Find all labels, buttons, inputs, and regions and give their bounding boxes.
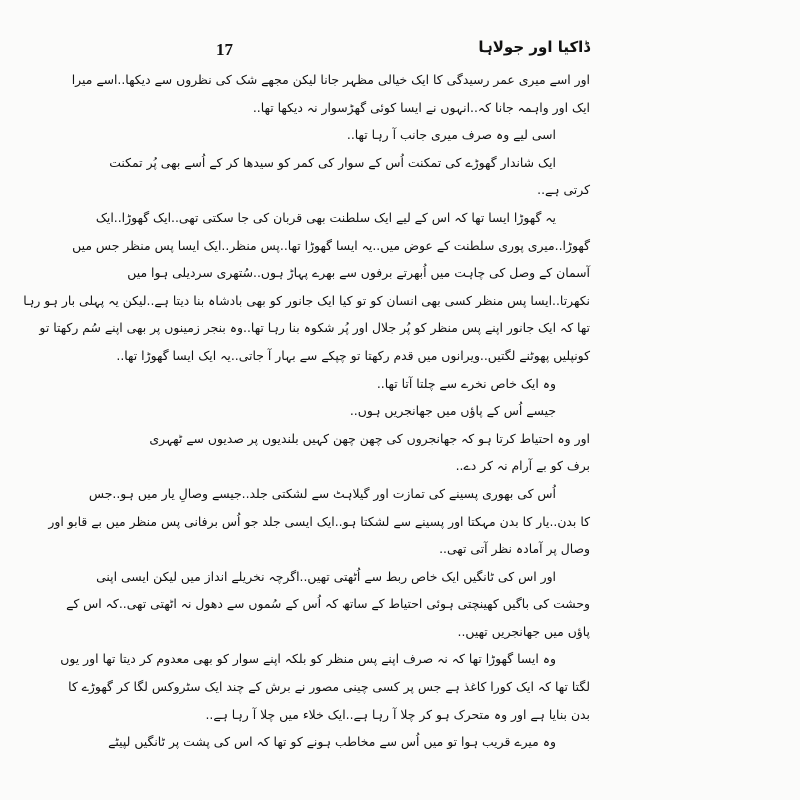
running-title: ڈاکیا اور جولاہا xyxy=(478,38,590,56)
text-line: آسمان کے وصل کی چاہت میں اُبھرتے برفوں سے بھرے پہاڑ ہوں..سُتھری سردیلی ہوا میں xyxy=(127,265,590,281)
text-line: اور اسے میری عمر رسیدگی کا ایک خیالی مظہر جانا لیکن مجھے شک کی نظروں سے دیکھا..اسے میرا xyxy=(71,72,590,87)
text-line: بدن بنایا ہے اور وہ متحرک ہو کر چلا آ رہا ہے..ایک خلاء میں چلا آ رہا ہے.. xyxy=(205,706,590,722)
text-line: کونپلیں پھوٹنے لگتیں..ویرانوں میں قدم رکھتا تو چپکے سے بہار آ جاتی..یہ ایک ایسا گھوڑا تھا.. xyxy=(116,347,590,363)
text-line: کرتی ہے.. xyxy=(537,182,590,198)
text-line: اور اس کی ٹانگیں ایک خاص ربط سے اُٹھتی تھیں..اگرچہ نخریلے انداز میں لیکن ایسی اپنی xyxy=(96,568,556,584)
page-number: 17 xyxy=(216,40,233,59)
text-line: وہ ایسا گھوڑا تھا کہ نہ صرف اپنے پس منظر کو بلکہ اپنے سوار کو بھی معدوم کر دیتا تھا اور یوں xyxy=(60,651,556,667)
text-line: وصال پر آمادہ نظر آتی تھی.. xyxy=(439,541,590,557)
text-line: ایک اور واہمہ جانا کہ..انہوں نے ایسا کوئی گھڑسوار نہ دیکھا تھا.. xyxy=(252,99,590,115)
text-line: لگتا تھا کہ ایک کورا کاغذ ہے جس پر کسی چینی مصور نے برش کے چند ایک سٹروکس لگا کر گھوڑے کا xyxy=(68,679,590,695)
text-line: ایک شاندار گھوڑے کی تمکنت اُس کے سوار کی کمر کو سیدھا کر کے اُسے بھی پُر تمکنت xyxy=(109,154,556,170)
text-line: کا بدن..یار کا بدن مہکتا اور پسینے سے لشکتا ہو..ایک ایسی جلد جو اُس برفانی پس منظر میں بے قابو اور xyxy=(48,513,590,529)
text-line: پاؤں میں جھانجریں تھیں.. xyxy=(457,623,590,639)
text-line: گھوڑا..میری پوری سلطنت کے عوض میں..یہ ایسا گھوڑا تھا..پس منظر..ایک ایسا پس منظر جس میں xyxy=(72,237,590,253)
text-line: یہ گھوڑا ایسا تھا کہ اس کے لیے ایک سلطنت بھی قربان کی جا سکتی تھی..ایک گھوڑا..ایک xyxy=(95,209,556,225)
text-line: اُس کی بھوری پسینے کی تمازت اور گیلاہٹ سے لشکتی جلد..جیسے وصالِ یار میں ہو..جس xyxy=(88,485,556,501)
text-line: وہ ایک خاص نخرے سے چلتا آتا تھا.. xyxy=(376,375,556,391)
body-text xyxy=(23,66,590,756)
text-line: برف کو بے آرام نہ کر دے.. xyxy=(455,458,590,474)
text-line: وہ میرے قریب ہوا تو میں اُس سے مخاطب ہونے کو تھا کہ اس کی پشت پر ٹانگیں لپیٹے xyxy=(108,734,556,750)
text-line: اسی لیے وہ صرف میری جانب آ رہا تھا.. xyxy=(346,127,556,143)
text-line: وحشت کی باگیں کھینچتی ہوئی احتیاط کے ساتھ کہ اُس کے سُموں سے دھول نہ اٹھتی تھی..کہ اس کے xyxy=(66,596,590,612)
text-line: نکھرتا..ایسا پس منظر کسی بھی انسان کو تو کیا ایک جانور کو بھی بادشاہ بنا دیتا ہے..لیکن یہ پہلی بار ہو رہا xyxy=(23,292,590,308)
text-line: تھا کہ ایک جانور اپنے پس منظر کو پُر جلال اور پُر شکوہ بنا رہا تھا..وہ بنجر زمینوں پر بھی اپنے سُم رکھتا تو xyxy=(39,320,590,336)
text-line: اور وہ احتیاط کرتا ہو کہ جھانجروں کی چھن چھن کہیں بلندیوں پر صدیوں سے ٹھہری xyxy=(149,430,590,446)
text-line: جیسے اُس کے پاؤں میں جھانجریں ہوں.. xyxy=(349,403,556,419)
